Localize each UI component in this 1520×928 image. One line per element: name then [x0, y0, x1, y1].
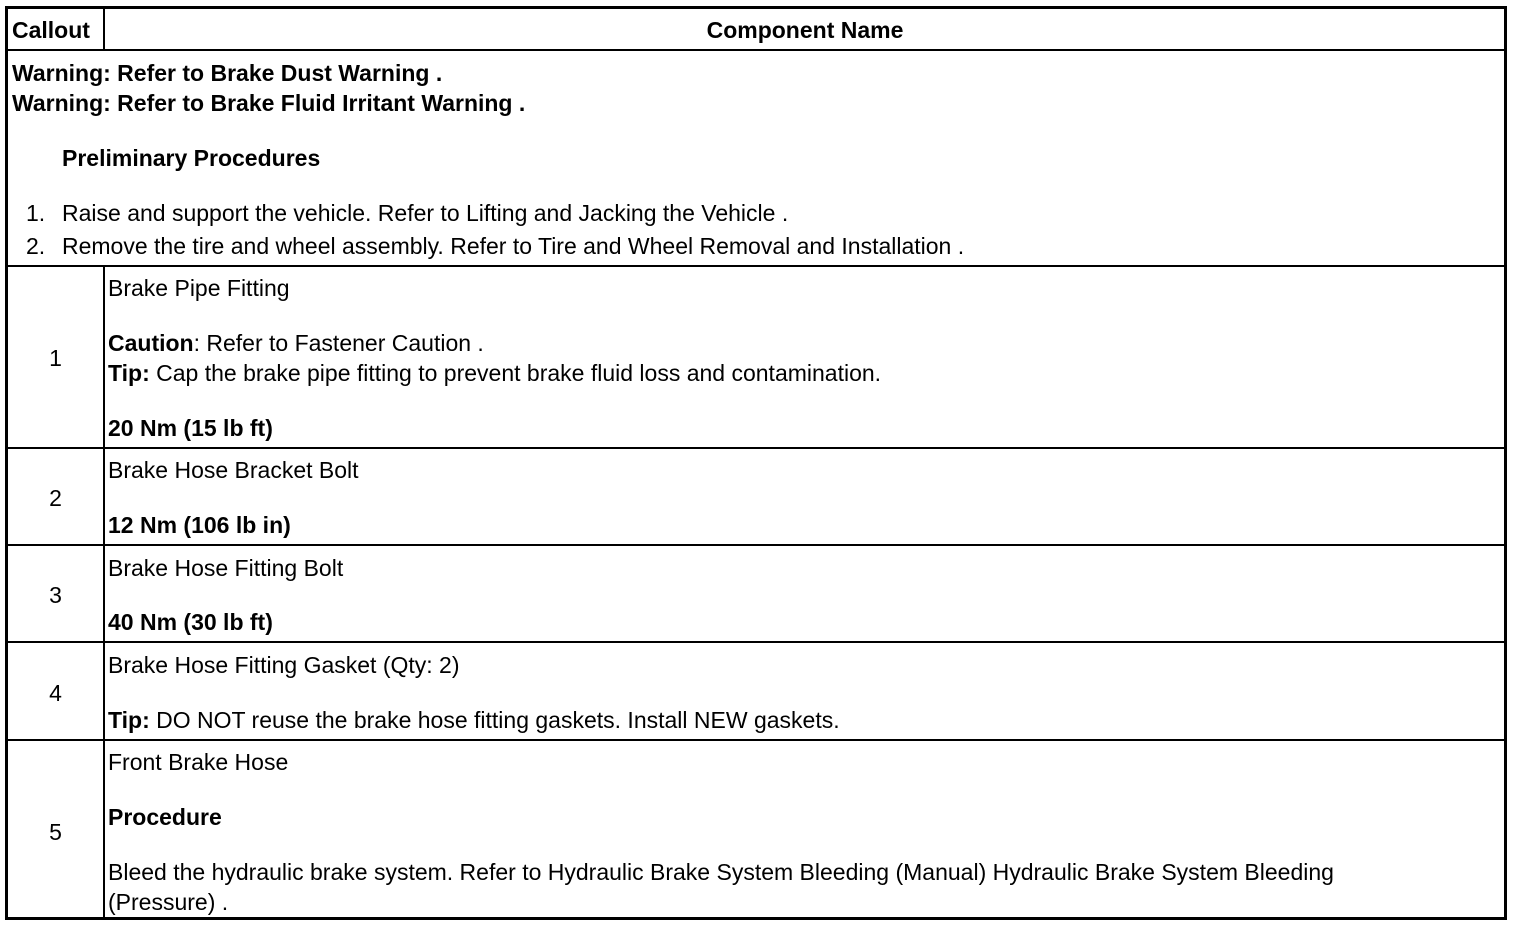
preamble-divider — [8, 265, 1504, 267]
callout-number: 2 — [49, 485, 62, 511]
step-text: Remove the tire and wheel assembly. Refer to Tire and Wheel Removal and Installation . — [62, 233, 965, 259]
callout-number: 5 — [49, 819, 62, 845]
torque-spec: 20 Nm (15 lb ft) — [108, 415, 273, 441]
header-divider — [8, 49, 1504, 51]
procedure-title: Procedure — [108, 804, 222, 830]
component-name: Front Brake Hose — [108, 749, 289, 775]
warning-brake-dust: Warning: Refer to Brake Dust Warning . — [12, 60, 443, 86]
column-divider — [103, 265, 105, 920]
component-name: Brake Hose Fitting Gasket (Qty: 2) — [108, 652, 460, 678]
caution-label: Caution — [108, 330, 194, 356]
torque-spec: 40 Nm (30 lb ft) — [108, 609, 273, 635]
tip-line — [108, 707, 840, 733]
procedure-text: Bleed the hydraulic brake system. Refer to Hydraulic Brake System Bleeding (Manual) Hydraulic Brake System Bleeding — [108, 859, 1334, 885]
procedure-text: (Pressure) . — [108, 889, 229, 915]
caution-text: : Refer to Fastener Caution . — [193, 330, 484, 356]
row-divider — [8, 447, 1504, 449]
callout-number: 3 — [49, 582, 62, 608]
row-divider — [8, 739, 1504, 741]
tip-label: Tip: — [108, 707, 150, 733]
tip-line — [108, 360, 881, 386]
header-callout: Callout — [12, 17, 90, 43]
component-name: Brake Hose Fitting Bolt — [108, 555, 344, 581]
warning-brake-fluid: Warning: Refer to Brake Fluid Irritant Warning . — [12, 90, 526, 116]
header-component-name: Component Name — [706, 17, 904, 43]
preliminary-procedures-title: Preliminary Procedures — [62, 145, 321, 171]
tip-text: Cap the brake pipe fitting to prevent brake fluid loss and contamination. — [149, 360, 882, 386]
step-text: Raise and support the vehicle. Refer to Lifting and Jacking the Vehicle . — [62, 200, 789, 226]
tip-text: DO NOT reuse the brake hose fitting gaskets. Install NEW gaskets. — [149, 707, 840, 733]
caution-line — [108, 330, 484, 356]
callout-number: 1 — [49, 345, 62, 371]
row-divider — [8, 544, 1504, 546]
callout-number: 4 — [49, 680, 62, 706]
step-number: 2. — [26, 233, 46, 259]
row-divider — [8, 641, 1504, 643]
component-name: Brake Pipe Fitting — [108, 275, 290, 301]
component-table — [5, 6, 1507, 920]
tip-label: Tip: — [108, 360, 150, 386]
component-name: Brake Hose Bracket Bolt — [108, 457, 359, 483]
step-number: 1. — [26, 200, 46, 226]
torque-spec: 12 Nm (106 lb in) — [108, 512, 291, 538]
